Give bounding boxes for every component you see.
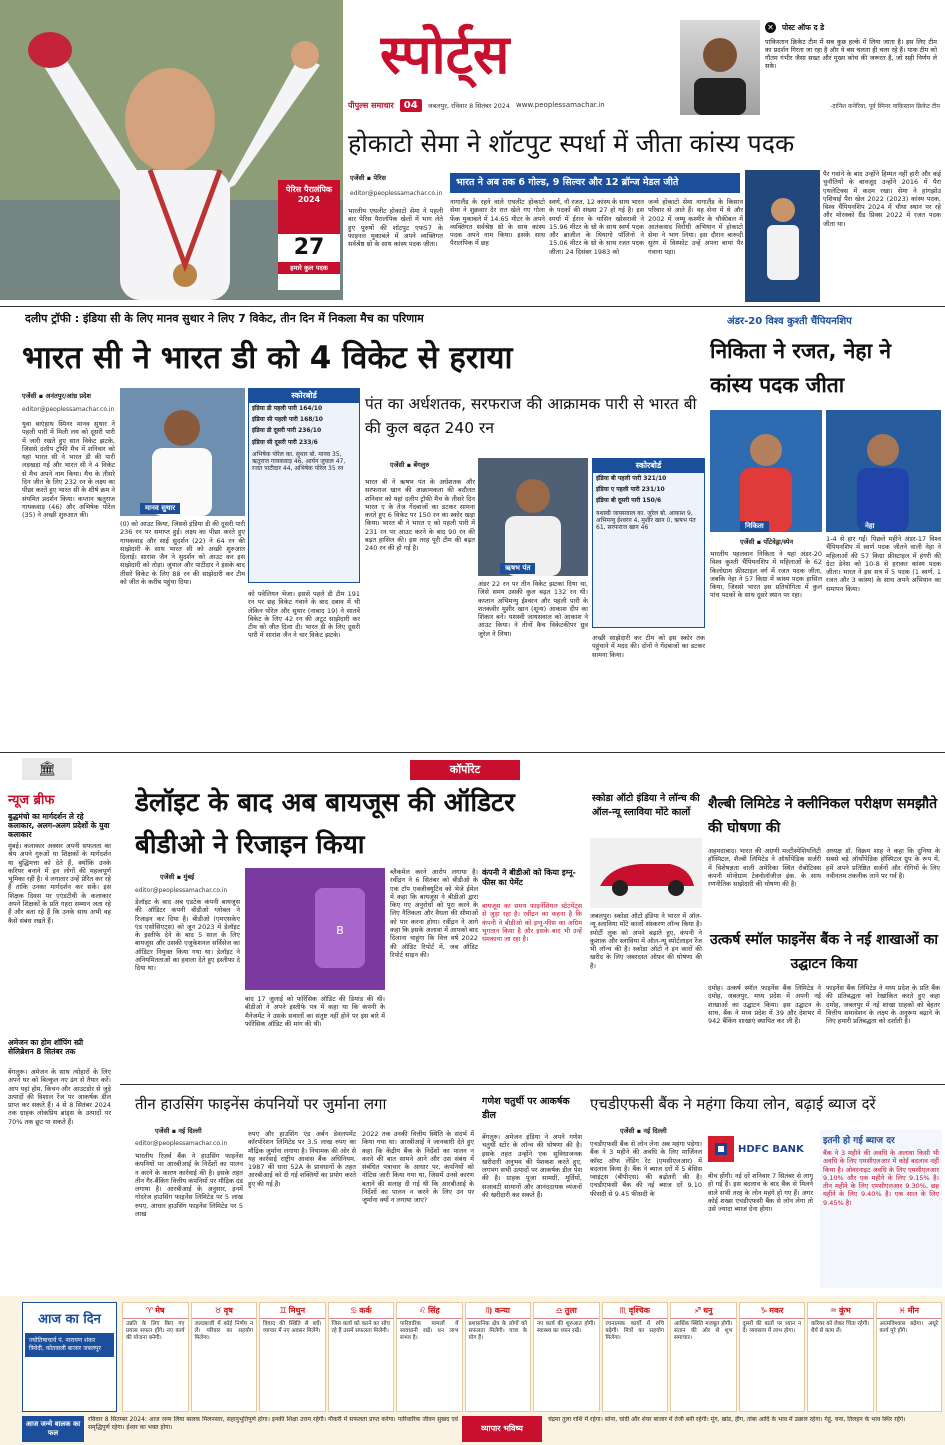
duleep-col-4: भारत बी ने ऋषभ पंत के अर्धशतक और सरफराज खान की आक्रामकता की बदौलत शनिवार को यहां दलीप ट्रॉफी मैच के तीसरे दिन भारत ए के तेज गेंदबाजों का डटकर सामना करते हुए 6 विकेट पर 150 रन का स्कोर खड़ा किया। भारत बी ने भारत ए को पहली पारी में 231 रन पर आउट करने के बाद 90 रन की बढ़त हासिल की। इस तरह पूरी टीम की बढ़त 240 रन की हो गई है। xyxy=(365,478,475,553)
rashifal-author: ज्योतिषाचार्य पं. नारायण शंकर त्रिवेदी, कोतवाली बाजार जबलपुर xyxy=(25,1333,114,1357)
shelby-headline: शैल्बी लिमिटेड ने क्लीनिकल परीक्षण समझौते की घोषणा की xyxy=(708,796,938,836)
medal-count: 27 xyxy=(293,235,325,260)
rashi-text: आर्थिक स्थिति मजबूत होगी। संतान की ओर से शुभ समाचार। xyxy=(674,1321,733,1341)
hdfc-logo-text: HDFC BANK xyxy=(738,1143,804,1155)
zodiac-icon: ♍ xyxy=(485,1306,493,1315)
rashi-text: प्रशासनिक क्षेत्र के लोगों को सफलता मिलेगी। यात्रा के योग हैं। xyxy=(468,1321,527,1341)
divider-top xyxy=(0,306,945,307)
ganesh-headline: गणेश चतुर्थी पर आकर्षक डील xyxy=(482,1096,570,1121)
rashi-text: उन्नति के लिए किए गए प्रयास सफल होंगे। नए कार्य की योजना बनेगी। xyxy=(126,1321,185,1341)
rashi-cell xyxy=(533,1302,600,1412)
hdfc-logo-mark xyxy=(708,1136,734,1162)
skoda-car-photo xyxy=(590,838,702,908)
brief-headline-1: बुद्धमंचो का मार्गदर्शन ले रहे कलाकार, अलग-अलग प्रदेशों के युवा कलाकार xyxy=(8,812,110,838)
utkarsh-col-1: दमोह। उत्कर्ष स्मॉल फाइनेंस बैंक लिमिटेड ने दमोह, जबलपुर, मध्य प्रदेश में अपनी नई शाखाओं का उद्घाटन किया। इस उद्घाटन के साथ, बैंक ने मध्य प्रदेश में 39 और देशभर में 942 बैंकिंग शाखाएं स्थापित कर ली हैं। xyxy=(708,984,821,1026)
zodiac-icon: ♓ xyxy=(898,1306,906,1315)
rashi-text: नए कार्य की शुरुआत होगी। स्वास्थ्य का ध्यान रखें। xyxy=(537,1321,596,1334)
post-of-day-header xyxy=(765,22,940,33)
rashi-text: करियर को लेकर चिंता रहेगी। धैर्य से काम लें। xyxy=(811,1321,870,1334)
rishabh-pant-caption: ऋषभ पंत xyxy=(500,563,535,574)
rashi-heading xyxy=(671,1303,736,1319)
rashi-cell xyxy=(328,1302,395,1412)
scoreboard-1 xyxy=(248,388,360,583)
duleep-col-6: अच्छी साझेदारी कर टीम को इस स्कोर तक पहुंचाने में मदद की। दोनों ने गेंदबाजों का डटकर सामना किया। xyxy=(592,634,705,659)
wrestling-headline: निकिता ने रजत, नेहा ने कांस्य पदक जीता xyxy=(710,339,891,397)
svg-text:B: B xyxy=(336,924,344,937)
rashi-heading xyxy=(877,1303,942,1319)
medal-count-label: हमारे कुल पदक xyxy=(278,262,340,274)
neha-caption: नेहा xyxy=(860,521,879,532)
rashi-text: आत्मविश्वास बढ़ेगा। अधूरे कार्य पूरे होंगे। xyxy=(879,1321,938,1334)
rashi-name: कर्क xyxy=(359,1306,372,1315)
rashi-heading xyxy=(740,1303,805,1319)
section-title: स्पोर्ट्स xyxy=(380,23,510,86)
hokato-col-1: भारतीय एथलीट होकाटो सेमा ने पहली बार पेरिस पैरालंपिक खेलों में भाग लेते हुए पुरुषों की शॉटपुट एफ57 के फाइनल मुकाबले में अपने व्यक्तिगत सर्वश्रेष्ठ थ्रो के साथ कांस्य पदक जीता। xyxy=(348,207,443,249)
byjus-byline: एजेंसी ▪ मुंबई xyxy=(160,873,195,881)
housing-byline: एजेंसी ▪ नई दिल्ली xyxy=(155,1127,202,1135)
born-child-label: आज जन्मे बालक का फल xyxy=(22,1416,84,1442)
rashi-text: पारिवारिक मामलों में सावधानी रखें। धन लाभ संभव है। xyxy=(400,1321,459,1341)
scoreboard-2-row: इंडिया बी दूसरी पारी 150/6 xyxy=(596,497,662,505)
byjus-email: editor@peoplessamachar.co.in xyxy=(135,887,228,894)
rashifal-title: आज का दिन xyxy=(38,1312,101,1327)
zodiac-icon: ♊ xyxy=(279,1306,287,1315)
zodiac-icon: ♌ xyxy=(418,1306,426,1315)
housing-col-3: 2022 तक उनकी वित्तीय स्थिति के संदर्भ में किया गया था। आरबीआई ने जानकारी देते हुए कहा कि केंद्रीय बैंक के निर्देशों का पालन न करने की बात सामने आने और उस संबंध में संबंधित पत्राचार के आधार पर, कंपनियों को नोटिस जारी किया गया था, जिसमें उनसे कारण बताने की सलाह दी गई थी कि आरबीआई के निर्देशों का पालन न करने के लिए उन पर जुर्माना क्यों न लगाया जाए? xyxy=(362,1130,474,1205)
hdfc-col-2: बीच होंगी। नई दरें शनिवार 7 सितंबर से लागू हो गई हैं। इस बदलाव के बाद बैंक से मिलने वाले सभी तरह के लोन महंगे हो गए हैं। अगर कोई शख्स एचडीएफसी बैंक से लोन लेगा तो उसे ज्यादा ब्याज देना होगा। xyxy=(708,1172,813,1214)
byjus-logo-photo xyxy=(245,868,385,990)
scoreboard-1-row: इंडिया सी पहली पारी 168/10 xyxy=(252,416,323,424)
paralympic-badge xyxy=(278,180,340,290)
hokato-col-4: जन्मे होकाटो सेमा नागालैंड के किसान परिवार से आते हैं। वह सेना में थे और 2002 में जम्मू कश्मीर के चौकीबल में आतंकवाद विरोधी अभियान में होकाटो सेमा ने भाग लिया। इस दौरान बारूदी सुरंग में विस्फोट उन्हें अपना बायां पैर गंवाना पड़ा। xyxy=(648,198,743,256)
news-brief-title: न्यूज ब्रीफ xyxy=(8,793,55,808)
zodiac-icon: ♏ xyxy=(619,1306,627,1315)
duleep-col-2: (0) को आउट किया, जिससे इंडिया डी की दूसरी पारी 236 रन पर समाप्त हुई। लक्ष्य का पीछा करते हुए गायकवाड़ और साई सुदर्शन (22) ने 64 रन की साझेदारी के साथ भारत सी को अच्छी शुरुआत दिलाई। सारांश जैन ने सुदर्शन को आउट कर इस साझेदारी को तोड़ा। जुयाल और पाटीदार ने इसके बाद तीसरे विकेट के लिए 88 रन की साझेदारी कर टीम को जीत के करीब पहुंचा दिया। xyxy=(120,520,245,587)
hdfc-rate-text: बैंक ने 3 महीने की अवधि के अलावा किसी भी अवधि के लिए एमसीएलआर में कोई बदलाव नहीं किया है। ओवरनाइट अवधि के लिए एमसीएलआर 9.10% और एक महीने के लिए 9.15% है। तीन महीने के लिए एमसीएलआर 9.30%, छह महीने के लिए 9.40% है। एक साल के लिए 9.45% है। xyxy=(823,1149,939,1207)
rashi-name: कुंभ xyxy=(838,1306,851,1315)
byjus-col-2: बाद 17 जुलाई को फॉरेंसिक ऑडिट की डिमांड की थी। बीडीओ ने अपने इस्तीफे पत्र में कहा था कि कंपनी के मैनेजमेंट ने उसके सवालों का संतुष्ट नहीं होने पर इस बारे में फॉरेंसिक ऑडिट की मांग की थी। xyxy=(245,995,385,1028)
rashi-cell xyxy=(876,1302,943,1412)
duleep-headline: भारत सी ने भारत डी को 4 विकेट से हराया xyxy=(22,340,513,376)
rashi-name: सिंह xyxy=(427,1306,440,1315)
zodiac-icon: ♋ xyxy=(350,1306,358,1315)
paper-name: पीपुल्स समाचार xyxy=(348,100,394,110)
hokato-col-2: नागालैंड के रहने वाले एथलीट होकाटो सेमा ने शुक्रवार देर रात खेले गए गोला फेंक मुकाबले में 14.65 मीटर के अपने व्यक्तिगत सर्वश्रेष्ठ थ्रो के साथ कांस्य पदक अपने नाम किया। इसके साथ पैरालंपिक में छह xyxy=(450,198,545,248)
manav-suthar-caption: मानव सुथार xyxy=(140,503,180,514)
rashi-heading xyxy=(603,1303,668,1319)
scoreboard-1-row: इंडिया सी दूसरी पारी 233/6 xyxy=(252,438,318,446)
hokato-headline: होकाटो सेमा ने शॉटपुट स्पर्धा में जीता कांस्य पदक xyxy=(348,129,795,158)
scoreboard-2-title: स्कोरबोर्ड xyxy=(593,459,704,473)
x-icon: ✕ xyxy=(765,22,776,33)
rashi-cell xyxy=(396,1302,463,1412)
zodiac-icon: ♉ xyxy=(214,1306,222,1315)
shelby-col-2: अध्यक्ष डॉ. विक्रम शाह ने कहा कि दुनिया के सबसे बड़े ऑर्थोपेडिक हॉस्पिटल ग्रुप के रूप में, हमें अपने प्रतिष्ठित सर्जनों और रोगियों के लिए नवीनतम तकनीक लाने पर गर्व है। xyxy=(826,847,940,880)
skoda-headline: स्कोडा ऑटो इंडिया ने लॉन्च की ऑल-न्यू स्लाविया मोंटे कार्लो xyxy=(592,793,700,818)
rashi-name: मकर xyxy=(769,1306,784,1315)
ganesh-text: बेंगलुरु। अमेजन इंडिया ने अपने गणेश चतुर्थी स्टोर के लॉन्च की घोषणा की है। इसके तहत उन्होंने एक सुविधाजनक खरीदारी अनुभव की पेशकश करते हुए, लगभग सभी उत्पादों पर आकर्षक डील पेश की है। ग्राहक पूजा सामग्री, मूर्तियों, सजावटी सामानों और आनंददायक व्यंजनों की खरीदारी कर सकते हैं। xyxy=(482,1133,582,1200)
byjus-side-headline: कंपनी ने बीडीओ को किया इग्नू-फीस का पेमेंट xyxy=(482,868,576,887)
duleep-col-1: युवा बाएंहाथ स्पिनर मानव सुथार ने पहली पारी में मिली लय को दूसरी पारी में जारी रखते हुए सात विकेट झटके, जिससे दलीप ट्रॉफी मैच में शनिवार को यहां भारत सी ने भारत डी की पारी लड़खड़ा गई और भारत सी ने 4 विकेट से मैच अपने नाम किया। मैच के तीसरे दिन जीत के लिए 232 रन के लक्ष्य का पीछा करते हुए भारत सी के शीर्ष क्रम ने संयमित प्रदर्शन किया। कप्तान ऋतुराज गायकवाड़ (46) और अभिषेक पोरेल (35) ने अच्छी शुरुआत की। xyxy=(22,420,115,520)
housing-headline: तीन हाउसिंग फाइनेंस कंपनियों पर जुर्माना लगा xyxy=(135,1095,387,1113)
scoreboard-1-note: अभिषेक पोरेल का. सुथार बो. मानव 35, ऋतुराज गायकवाड़ 46, आर्यन जुयाल 47, रजत पाटीदार 44, अभिषेक पोरेल 35 रन xyxy=(252,450,346,473)
neha-photo xyxy=(826,410,941,532)
rashi-name: मिथुन xyxy=(288,1306,306,1315)
corporate-label: कॉर्पोरेट xyxy=(410,760,520,780)
utkarsh-headline: उत्कर्ष स्मॉल फाइनेंस बैंक ने नई शाखाओं का उद्घाटन किया xyxy=(710,932,938,972)
rashi-cell xyxy=(670,1302,737,1412)
nikita-caption: निकिता xyxy=(740,521,769,532)
hokato-email: editor@peoplessamachar.co.in xyxy=(350,190,443,197)
zodiac-icon: ♈ xyxy=(145,1306,154,1315)
brief-text-2: बेंगलुरू। अमेजन के साथ त्योहारों के लिए अपने घर को बिल्कुल नए ढंग से तैयार करें। आप यहां होम, किचन और आउटडोर से जुड़े उत्पादों की विशाल रेंज पर आकर्षक डील प्राप्त कर सकते हैं। 4 से 8 सितंबर 2024 तक ग्राहक लोकप्रिय ब्रांड्स के उत्पादों पर 70% तक छूट पा सकते हैं। xyxy=(8,1068,111,1126)
rashi-name: मेष xyxy=(155,1306,165,1315)
byjus-headline: डेलॉइट के बाद अब बायजूस की ऑडिटर बीडीओ ने रिजाइन किया xyxy=(135,788,515,860)
divider-lower xyxy=(120,1084,945,1085)
rashi-cell xyxy=(191,1302,258,1412)
duleep-email: editor@peoplessamachar.co.in xyxy=(22,406,115,413)
duleep-sub-byline: एजेंसी ▪ बेंगलुरु xyxy=(390,461,430,469)
zodiac-icon: ♑ xyxy=(760,1306,768,1315)
byjus-side-text: बायजूस का समय फाइनेंशियल स्टेटमेंट्स से जुड़ा रहा है। रवींद्रन का कहना है कि कंपनी ने बीडीओ को इग्नू-फीस का अग्रिम भुगतान किया है और इसके बाद भी उन्हें धमकाया जा रहा है। xyxy=(482,902,582,944)
scoreboard-2 xyxy=(592,458,705,628)
scoreboard-1-row: इंडिया डी दूसरी पारी 236/10 xyxy=(252,427,322,435)
rashi-heading xyxy=(808,1303,873,1319)
rashi-heading xyxy=(260,1303,325,1319)
hokato-byline: एजेंसी ▪ पेरिस xyxy=(350,174,386,182)
rashi-name: कन्या xyxy=(494,1306,510,1315)
scoreboard-2-note: यशस्वी जायसवाल का. जुरेल बो. आकाश 9, अभिमन्यु ईश्वरन 4, मुशीर खान 0, ऋषभ पंत 61, सरफराज खान 46 xyxy=(596,509,696,532)
skoda-text: जबलपुर। स्कोडा ऑटो इंडिया ने भारत में ऑल-न्यू स्लाविया मोंटे कार्लो संस्करण लॉन्च किया है। स्पोर्टी लुक को अपने बढ़ाते हुए, कंपनी ने कुशाक और स्लाविया में ऑल-न्यू स्पोर्टलाइन रेंज भी लॉन्च की है। स्कोडा ऑटो ने इन कारों की खरीद के लिए जबरदस्त ऑफर की घोषणा की है। xyxy=(590,912,702,970)
rashi-heading xyxy=(329,1303,394,1319)
rashi-name: वृष xyxy=(223,1306,233,1315)
rishabh-pant-photo xyxy=(478,458,588,576)
housing-col-1: भारतीय रिजर्व बैंक ने हाउसिंग फाइनेंस कंपनियों पर आरबीआई के निर्देशों का पालन न करने के कारण कार्रवाई की है। इसके तहत तीन गैर-बैंकिंग वित्तीय कंपनियों पर मौद्रिक दंड लगाया है। आरबीआई के अनुसार, इनमें गोदरेज हाउसिंग फाइनेंस लिमिटेड पर 5 लाख रुपए, आधार हाउसिंग फाइनेंस लिमिटेड पर 5 लाख xyxy=(135,1152,243,1219)
hdfc-rate-box xyxy=(820,1130,942,1288)
hokato-col-5: पैर गवांने के बाद उन्होंने हिम्मत नहीं हारी और कई चुनौतियों के बावजूद उन्होंने 2016 में पैरा एथलेटिक्स में कदम रखा। सेमा ने हांगझोउ एशियाई पैरा खेल 2022 (2023) कांस्य पदक, विश्व चैंपियनशिप 2024 में चौथा स्थान पर रहे और मोरक्को ग्रैंड प्रिक्स 2022 में रजत पदक जीता था। xyxy=(823,170,941,228)
rashi-cell xyxy=(465,1302,532,1412)
scoreboard-1-row: इंडिया डी पहली पारी 164/10 xyxy=(252,405,323,412)
rashi-name: मीन xyxy=(907,1306,919,1315)
rashi-cell xyxy=(739,1302,806,1412)
wrestling-col-2: 1-4 से हार गईं। पिछले महीने अंडर-17 विश्व चैंपियनशिप में स्वर्ण पदक जीतने वाली नेहा ने महिलाओं की 57 किग्रा फ्रीस्टाइल में हंगरी की ग्रेटा डेनेस को 10-8 से हराकर कांस्य पदक जीता। भारत ने इस सत्र में 5 पदक (1 स्वर्ण, 1 रजत और 3 कांस्य) के साथ अपने अभियान का समापन किया। xyxy=(826,535,941,593)
rashi-cell xyxy=(807,1302,874,1412)
wrestling-kicker: अंडर-20 विश्व कुश्ती चैंपियनशिप xyxy=(727,316,852,327)
rashi-text: रचनात्मक कार्यों में रुचि बढ़ेगी। मित्रों का सहयोग मिलेगा। xyxy=(605,1321,664,1341)
rashi-cell xyxy=(602,1302,669,1412)
scoreboard-1-title: स्कोरबोर्ड xyxy=(249,389,359,403)
manav-suthar-photo xyxy=(120,388,245,516)
danish-kaneria-photo xyxy=(680,20,760,115)
wrestling-col-1: भारतीय पहलवान निकिता ने यहां अंडर-20 विश्व कुश्ती चैंपियनशिप में महिलाओं के 62 किलोग्राम फ्रीस्टाइल वर्ग में रजत पदक जीता, जबकि नेहा ने 57 किग्रा में कांस्य पदक हासिल किया, जिससे भारत इस प्रतियोगिता में कुल पांच पदकों के साथ दूसरे स्थान पर रहा। xyxy=(710,550,822,600)
utkarsh-col-2: फाइनेंस बैंक लिमिटेड ने मध्य प्रदेश के प्रति बैंक की प्रतिबद्धता को रेखांकित करते हुए कहा दमोह, जबलपुर में नई शाखा ग्राहकों को बेहतर वित्तीय समावेशन के लक्ष्य के अनुरूप बढ़ाने के लिए हमारी प्रतिबद्धता को दर्शाती है। xyxy=(826,984,940,1026)
rashi-grid xyxy=(122,1302,942,1412)
post-of-day-author: -दानिश कनेरिया, पूर्व स्पिनर पाकिस्तान क्रिकेट टीम xyxy=(830,103,940,110)
scoreboard-2-row: इंडिया ए पहली पारी 231/10 xyxy=(596,486,665,494)
issue-date: जबलपुर, रविवार 8 सितंबर 2024 xyxy=(427,101,511,110)
duleep-col-5: अंडर 22 रन पर तीन विकेट झटका दिया था, जिसे समय उसकी कुल बढ़त 132 रन थी। कप्तान अभिमन्यु ईश्वरन और पहली पारी के शतकवीर मुशीर खान (शून्य) आकाश दीप का शिकार बने। यशस्वी जायसवाल को आकाश ने आउट किया। ने तीनों कैच विकेटकीपर ध्रुव जुरेल ने लिया। xyxy=(478,580,588,638)
rashi-name: तुला xyxy=(564,1306,577,1315)
rashi-name: धनु xyxy=(703,1306,713,1315)
hdfc-logo xyxy=(708,1130,813,1168)
rashi-text: जल्दबाजी में कोई निर्णय न लें। परिवार का सहयोग मिलेगा। xyxy=(194,1321,253,1341)
website: www.peoplessamachar.in xyxy=(516,101,605,109)
duleep-kicker: दलीप ट्रॉफी : इंडिया सी के लिए मानव सुथार ने लिए 7 विकेट, तीन दिन में निकला मैच का परिणाम xyxy=(25,312,424,325)
divider-mid xyxy=(0,752,945,753)
brief-headline-2: अमेजन का होम शॉपिंग स्प्री सेलिब्रेशन 8 सितंबर तक xyxy=(8,1038,84,1056)
nikita-photo xyxy=(710,410,822,532)
rashifal-title-box xyxy=(22,1302,117,1412)
rashi-heading xyxy=(192,1303,257,1319)
rashi-heading xyxy=(397,1303,462,1319)
rashi-text: जिस कार्य को करने का सोच रहे हैं उसमें सफलता मिलेगी। xyxy=(331,1321,390,1334)
rashi-text: विवाद की स्थिति से बचें। व्यापार में नए अवसर मिलेंगे। xyxy=(263,1321,322,1334)
zodiac-icon: ♐ xyxy=(693,1306,702,1315)
rashi-cell xyxy=(122,1302,189,1412)
hokato-throw-photo xyxy=(745,170,820,302)
paralympic-badge-label: पेरिस पैरालंपिक 2024 xyxy=(278,180,340,234)
rashi-heading xyxy=(466,1303,531,1319)
rashi-heading xyxy=(123,1303,188,1319)
duleep-byline: एजेंसी ▪ अनंतपुर/आंध्र प्रदेश xyxy=(22,392,91,400)
hokato-col-3: स्वर्ण, नौ रजत, 12 कांस्य के साथ भारत के पदकों की संख्या 27 हो गई है। इस स्पर्धा में ईरान के यासिन खोसरावी ने 15.96 मीटर के थ्रो के साथ स्वर्ण पदक और ब्राजील के थियागो पॉलिनो ने 15.06 मीटर के थ्रो के साथ रजत पदक जीता। 24 दिसंबर 1983 को xyxy=(549,198,644,256)
business-forecast-label: व्यापार भविष्य xyxy=(462,1416,542,1442)
masthead-bar xyxy=(348,96,675,114)
hdfc-byline: एजेंसी ▪ नई दिल्ली xyxy=(620,1127,667,1135)
hdfc-headline: एचडीएफसी बैंक ने महंगा किया लोन, बढ़ाई ब्याज दरें xyxy=(590,1095,876,1113)
brief-text-1: मुंबई। कलाकार अक्सर अपनी सफलता का श्रेय अपने गुरुओं या शिक्षकों के मार्गदर्शन या बुद्धिमत्ता को देते हैं, क्योंकि उनके करियर बनाने में इन लोगों की महत्वपूर्ण भूमिका रही है। वे लगातार उन्हें प्रेरित कर रहे हैं ताकि उनका मार्गदर्शन कर सकें। इस शिक्षक दिवस पर एएंडटीवी के कलाकार अपने शिक्षकों के प्रति गहरा सम्मान जता रहे हैं और बता रहे हैं कि उनके साथ अभी वह कैसे संबंध रखते हैं। xyxy=(8,842,111,925)
byjus-col-3: ब्लैकमेल करने आरोप लगाया है। रवींद्रन ने 6 सितंबर को बीडीओ के एक टॉप एक्जीक्यूटिव को भेजे ईमेल में कहा कि बायजूस ने बीडीओ द्वारा किए गए अनुरोधों को पूरा करने के लिए नैतिकता और वैधता की सीमाओं को पार करना होगा। रवींद्रन ने आगे कहा कि इसके अलावा में आपको बाद दिलाना चाहूंगा कि वित्त वर्ष 2022 की ऑडिट रिपोर्ट में, जब ऑडिट रिपोर्ट साइन की। xyxy=(390,868,478,959)
byjus-col-1: डेलॉइट के बाद अब एडटेक कंपनी बायजूस की ऑडिटर कंपनी बीडीओ ग्लोबल ने रिजाइन कर दिया है। बीडीओ (एमएसकेए एंड एसोसिएट्स) को जून 2023 में डेलॉइट के इस्तीफे देने के बाद 5 साल के लिए बायजूस और उसकी एजुकेशनल सर्विसेज का ऑडिटर नियुक्त किया गया था। डेलॉइट ने अनियमितताओं का हवाला देते हुए इस्तीफा दे दिया था। xyxy=(135,898,240,973)
zodiac-icon: ♎ xyxy=(555,1306,563,1315)
bull-icon: 🏛 xyxy=(22,758,72,780)
hdfc-col-1: एचडीएफसी बैंक से लोन लेना अब महंगा पड़ेगा। बैंक ने 3 महीने की अवधि के लिए मार्जिनल कॉस्ट ऑफ लेंडिंग रेट (एमसीएलआर) में बदलाव किया है। बैंक ने ब्याज दरों में 5 बेसिस प्वाइंट्स (बीपीएस) की बढ़ोतरी की है। एचडीएफसी बैंक की नई ब्याज दरें 9.10 फीसदी से 9.45 फीसदी के xyxy=(590,1140,702,1198)
housing-email: editor@peoplessamachar.co.in xyxy=(135,1140,228,1147)
hdfc-rate-title: इतनी हो गई ब्याज दर xyxy=(823,1136,895,1146)
scoreboard-2-row: इंडिया बी पहली पारी 321/10 xyxy=(596,475,667,482)
zodiac-icon: ♒ xyxy=(829,1306,837,1315)
duleep-subheadline: पंत का अर्धशतक, सरफराज की आक्रामक पारी से भारत बी की कुल बढ़त 240 रन xyxy=(365,395,697,437)
wrestling-byline: एजेंसी ▪ पोंटेवेड्रा/स्पेन xyxy=(740,538,794,546)
rashi-text: दूसरों की बातों पर ध्यान न दें। व्यवसाय में लाभ होगा। xyxy=(742,1321,801,1334)
rashi-heading xyxy=(534,1303,599,1319)
business-forecast-text: चंद्रमा तुला राशि में रहेगा। सोना, चांदी और शेयर बाजार में तेजी बनी रहेगी। मूंग, खांड, हींग, तांबा आदि के भाव में उछाल रहेगा। गेहूं, चना, तिलहन के भाव स्थिर रहेंगे। xyxy=(548,1416,906,1423)
rashi-cell xyxy=(259,1302,326,1412)
housing-col-2: रुपए और हाउसिंग एंड अर्बन डेवलपमेंट कॉरपोरेशन लिमिटेड पर 3.5 लाख रुपए का मौद्रिक जुर्माना लगाया है। नियामक की ओर से यह कार्रवाई राष्ट्रीय आवास बैंक अधिनियम, 1987 की धारा 52A के प्रावधानों के तहत आरबीआई को दी गई शक्तियों का प्रयोग करते हुए की गई है। xyxy=(248,1130,356,1188)
page-number: 04 xyxy=(400,99,422,112)
rashi-name: वृश्चिक xyxy=(628,1306,650,1315)
post-of-day-text: पाकिस्तान क्रिकेट टीम में सब कुछ हल्के में लिया जाता है। इस लिए टीम का प्रदर्शन गिरता जा रहा है और ये बस चलता ही चला रहे हैं। पाक टीम को गौतम गंभीर जैसा सख्त और मुख्य कोच की जरूरत है, जो सही निर्णय ले सके। xyxy=(765,38,937,70)
duleep-col-3: को पवेलियन भेजा। इससे पहले डी टीम 191 रन पर छह विकेट गंवाने के बाद दबाव में थी लेकिन पोरेल और सुथार (नाबाद 19) ने सातवें विकेट के लिए 42 रन की अटूट साझेदारी कर टीम को जीत दिला दी। भारत डी के लिए दूसरी पारी में सारांश जैन ने चार विकेट झटके। xyxy=(248,590,360,640)
shelby-col-1: अहमदाबाद। भारत की अग्रणी मल्टीस्पेशियलिटी हॉस्पिटल, शैल्बी लिमिटेड ने ऑर्थोपेडिक सर्जरी में विशेषज्ञता वाली अमेरिका स्थित रोबोटिक्स कंपनी मोनोग्राम टेक्नोलॉजीज इंक. के साथ रणनीतिक साझेदारी की घोषणा की है। xyxy=(708,847,821,889)
born-child-text: रविवार 8 सितम्बर 2024: आज जन्म लिया बालक मिलनसार, सहानुभूतिपूर्ण होगा। इनकी शिक्षा उत्तम रहेगी। नौकरी में सफलता प्राप्त करेगा। पारिवारिक जीवन सुखद एवं समृद्धिपूर्ण रहेगा। ईश्वर का भक्त होगा। xyxy=(88,1416,458,1431)
hokato-banner: भारत ने अब तक 6 गोल्ड, 9 सिल्वर और 12 ब्रॉन्ज मेडल जीते xyxy=(450,173,740,193)
post-of-day-label: पोस्ट ऑफ द डे xyxy=(782,22,825,32)
